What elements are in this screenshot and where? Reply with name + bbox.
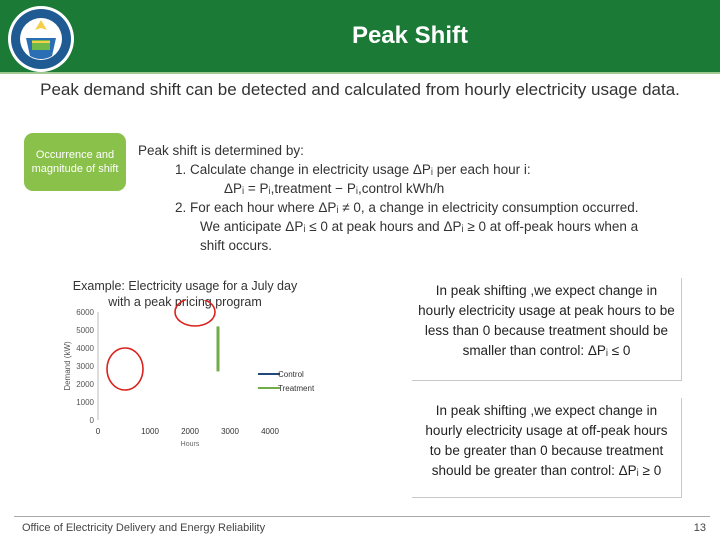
chart-title: Example: Electricity usage for a July day with a peak pricing program bbox=[72, 279, 298, 309]
rule-formula: ΔPᵢ = Pᵢ,treatment − Pᵢ,control kWh/h bbox=[224, 181, 445, 196]
header-divider bbox=[0, 72, 720, 74]
y-tick-label: 3000 bbox=[76, 362, 94, 371]
rule-block bbox=[138, 141, 698, 255]
y-axis-label: Demand (kW) bbox=[63, 341, 72, 391]
x-tick-label: 3000 bbox=[221, 427, 239, 436]
y-tick-label: 6000 bbox=[76, 308, 94, 317]
y-tick-label: 0 bbox=[89, 416, 94, 425]
doe-seal-logo bbox=[6, 4, 76, 74]
peak-note: In peak shifting ,we expect change in hourly electricity usage at peak hours to be less than 0 because treatment should be smaller than control: ΔPᵢ ≤ 0 bbox=[412, 278, 682, 381]
x-axis-label: Hours bbox=[180, 441, 200, 448]
y-tick-label: 1000 bbox=[76, 398, 94, 407]
footer-office: Office of Electricity Delivery and Energy Reliability bbox=[22, 522, 266, 534]
footer-divider bbox=[14, 516, 710, 517]
rule-step-1: 1. Calculate change in electricity usage ΔPᵢ per each hour i: bbox=[175, 162, 531, 177]
rule-heading: Peak shift is determined by: bbox=[138, 143, 304, 158]
page-number: 13 bbox=[693, 522, 706, 534]
page-title: Peak Shift bbox=[351, 22, 468, 49]
callout-text: Occurrence and magnitude of shift bbox=[31, 149, 119, 175]
y-tick-label: 2000 bbox=[76, 380, 94, 389]
peak-annotation-ellipse bbox=[175, 300, 215, 326]
slide-subtitle: Peak demand shift can be detected and calculated from hourly electricity usage data. bbox=[40, 80, 680, 99]
offpeak-annotation-ellipse bbox=[107, 348, 143, 390]
legend-treatment-label: Treatment bbox=[278, 384, 315, 393]
legend-control-label: Control bbox=[278, 370, 304, 379]
x-tick-label: 2000 bbox=[181, 427, 199, 436]
occurrence-callout bbox=[24, 133, 126, 191]
rule-step-2-cont: We anticipate ΔPᵢ ≤ 0 at peak hours and ΔPᵢ ≥ 0 at off-peak hours when a bbox=[200, 219, 639, 234]
offpeak-note: In peak shifting ,we expect change in hourly electricity usage at off-peak hours to be greater than 0 because treatment should be greater than control: ΔPᵢ ≥ 0 bbox=[412, 398, 682, 498]
y-tick-label: 5000 bbox=[76, 326, 94, 335]
demand-chart bbox=[58, 300, 348, 460]
rule-step-2: 2. For each hour where ΔPᵢ ≠ 0, a change in electricity consumption occurred. bbox=[175, 200, 639, 215]
x-tick-label: 0 bbox=[95, 427, 101, 436]
y-tick-label: 4000 bbox=[76, 344, 94, 353]
x-tick-label: 4000 bbox=[261, 427, 279, 436]
rule-step-2-end: shift occurs. bbox=[200, 238, 273, 253]
x-tick-label: 1000 bbox=[141, 427, 159, 436]
